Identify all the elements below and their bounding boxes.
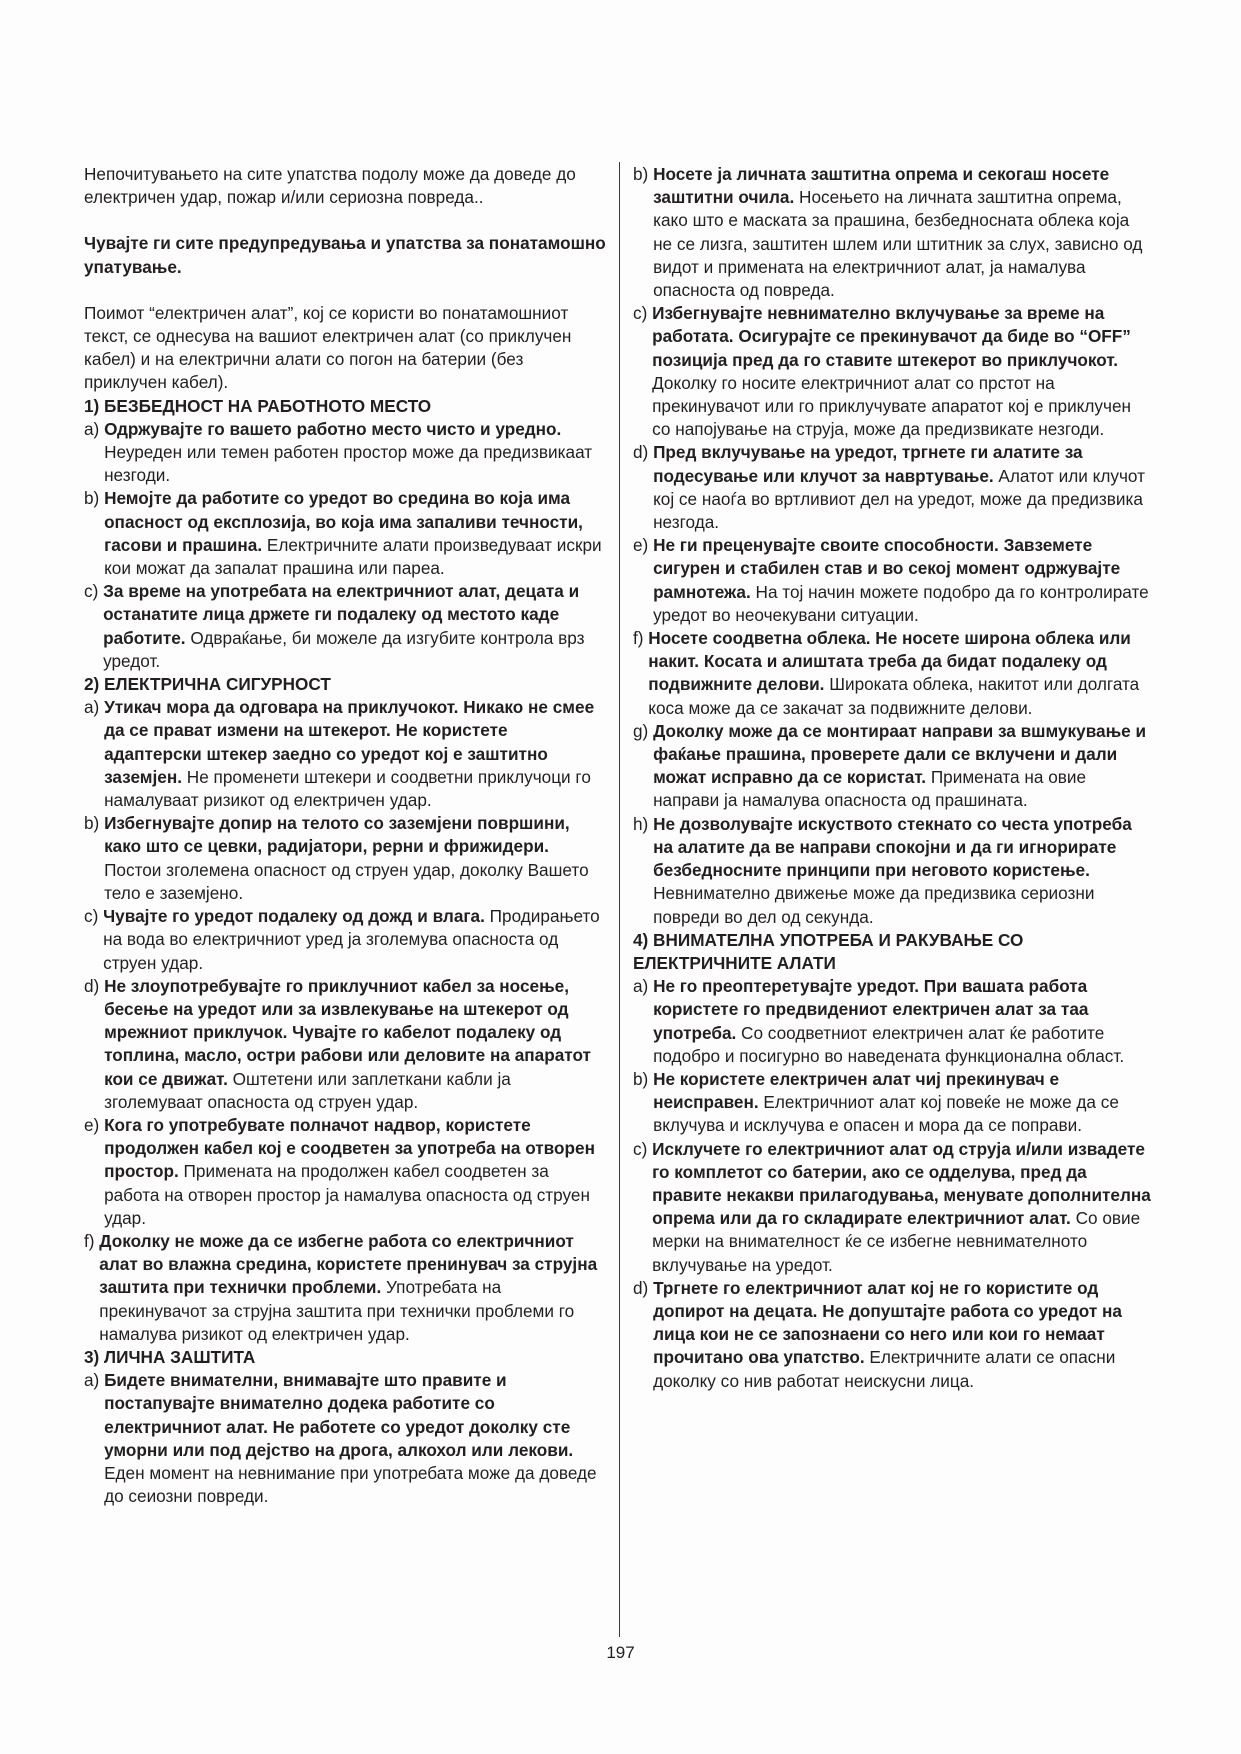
item-emphasis: За време на употребата на електричниот алат, децата и останатите лица држете ги подалеку од местото каде работите. [103, 581, 580, 648]
item-label: c) [84, 581, 104, 602]
item-emphasis: Избегнувајте допир на телото со заземјени површини, како што се цевки, радијатори, рерни и фрижидери. [104, 813, 570, 857]
item-emphasis: Избегнувајте невнимателно вклучување за време на работата. Осигурајте се прекинувачот да биде во “OFF” позиција пред да го ставите штекерот во приклучокот. [652, 303, 1131, 370]
section-heading: 1) БЕЗБЕДНОСТ НА РАБОТНОТО МЕСТО [84, 395, 432, 416]
list-item [633, 1277, 1152, 1393]
item-text: Со овие мерки на внимателност ќе се избегне невнимателното вклучување на уредот. [652, 1208, 1141, 1275]
item-emphasis: Бидете внимателни, внимавајте што правите и постапувајте внимателно додека работите со електричниот алат. Не работете со уредот доколку сте уморни или под дејство на дрога, алкохол или лекови. [104, 1370, 574, 1460]
list-item [84, 487, 608, 580]
section-heading: 4) ВНИМАТЕЛНА УПОТРЕБА И РАКУВАЊЕ СО ЕЛЕКТРИЧНИТЕ АЛАТИ [633, 929, 1024, 973]
item-label: d) [84, 975, 105, 996]
list-item [633, 441, 1152, 534]
item-label: h) [633, 813, 654, 834]
intro-paragraph: Непочитувањето на сите упатства подолу може да доведе до електричен удар, пожар и/или сериозна повреда.. [84, 164, 576, 208]
item-text: Неуреден или темен работен простор може да предизвикаат незгоди. [104, 442, 593, 486]
list-item [84, 696, 608, 812]
list-item [633, 1138, 1152, 1277]
item-label: f) [633, 628, 649, 649]
item-text: Примената на продолжен кабел соодветен за работа на отворен простор ја намалува опасноста од струен удар. [104, 1161, 590, 1228]
list-item [633, 627, 1152, 720]
item-text: Еден момент на невнимание при употребата може да доведе до сеиозни повреди. [104, 1462, 597, 1507]
list-item [633, 813, 1152, 929]
item-label: c) [633, 303, 653, 324]
item-emphasis: Не користете електричен алат чиј прекинувач е неисправен. [653, 1068, 1060, 1113]
item-emphasis: Пред вклучување на уредот, тргнете ги алатите за подесување или клучот за навртување. [653, 442, 1083, 486]
item-label: d) [633, 442, 654, 463]
list-item [633, 720, 1152, 813]
item-label: a) [84, 1370, 105, 1391]
item-emphasis: Немојте да работите со уредот во средина во која има опасност од експлозија, во која има запаливи течности, гасови и прашина. [104, 488, 583, 555]
column-divider [619, 162, 620, 1637]
item-text: На тој начин можете подобро да го контролирате уредот во неочекувани ситуации. [653, 581, 1149, 625]
item-text: Со соодветниот електричен алат ќе работите подобро и посигурно во наведената функционална област. [653, 1022, 1125, 1066]
item-text: Примената на овие направи ја намалува опасноста од прашината. [653, 767, 1087, 811]
item-text: Електричните алати произведуваат искри кои можат да запалат прашина или пареа. [104, 534, 602, 579]
item-text: Електричниот алат кој повеќе не може да се вклучува и исклучува е опасен и мора да се поправи. [653, 1092, 1119, 1136]
list-item [84, 1114, 608, 1230]
list-item [633, 163, 1152, 302]
item-label: b) [84, 488, 105, 509]
list-item [84, 905, 608, 975]
item-label: g) [633, 720, 654, 741]
page-number: 197 [606, 1643, 635, 1662]
item-text: Употребата на прекинувачот за струјна заштита при технички проблеми го намалува ризикот од електричен удар. [99, 1277, 575, 1344]
section-heading: 2) ЕЛЕКТРИЧНА СИГУРНОСТ [84, 674, 331, 695]
item-emphasis: Не злоупотребувајте го приклучниот кабел за носење, бесење на уредот или за извлекување на штекерот од мрежниот приклучок. Чувајте го кабелот подалеку од топлина, масло, остри рабови или деловите на апаратот кои се движат. [104, 975, 591, 1089]
section-heading: 3) ЛИЧНА ЗАШТИТА [84, 1346, 256, 1367]
left-column [84, 163, 608, 1508]
item-emphasis: Кога го употребувате полначот надвор, користете продолжен кабел кој е соодветен за употреба на отворен простор. [104, 1114, 595, 1182]
item-emphasis: Тргнете го електричниот алат кој не го користите од допирот на децата. Не допуштајте работа со уредот на лица кои не се запознаени со него или кои го немаат прочитано ова упатство. [653, 1277, 1122, 1368]
list-item [633, 1068, 1152, 1138]
item-emphasis: Доколку може да се монтираат направи за вшмукување и фаќање прашина, проверете дали се вклучени и дали можат исправно да се користат. [653, 720, 1147, 788]
item-emphasis: Утикач мора да одговара на приклучокот. Никако не смее да се прават измени на штекерот. Не користете адаптерски штекер заедно со уредот кој е заштитно заземјен. [104, 697, 595, 787]
item-text: Невнимателно движење може да предизвика сериозни повреди во дел од секунда. [653, 883, 1095, 927]
item-label: b) [633, 1068, 654, 1089]
item-label: c) [84, 906, 104, 927]
item-emphasis: Чувајте го уредот подалеку од дожд и влага. [103, 906, 485, 927]
item-emphasis: Одржувајте го вашето работно место чисто и уредно. [104, 418, 562, 439]
item-label: a) [84, 418, 105, 439]
list-item [633, 534, 1152, 627]
item-emphasis: Доколку не може да се избегне работа со електричниот алат во влажна средина, користете пренинувач за струјна заштита при технички проблеми. [99, 1230, 598, 1298]
list-item [84, 418, 608, 488]
item-label: b) [84, 813, 105, 834]
item-label: b) [633, 164, 654, 184]
list-item [84, 812, 608, 905]
item-label: e) [84, 1114, 105, 1135]
item-text: Електричните алати се опасни доколку со нив работат неискусни лица. [653, 1347, 1116, 1391]
item-label: a) [84, 697, 105, 718]
item-text: Алатот или клучот кој се наоѓа во вртливиот дел на уредот, може да предизвика незгода. [653, 465, 1145, 533]
list-item [633, 975, 1152, 1068]
list-item [633, 302, 1152, 441]
item-emphasis: Носете соодветна облека. Не носете широна облека или накит. Косата и алиштата треба да бидат подалеку од подвижните делови. [648, 628, 1131, 695]
item-text: Доколку го носите електричниот алат со прстот на прекинувачот или го приклучувате апаратот кој е приклучен со напојување на струја, може да предизвикате незгоди. [652, 372, 1132, 440]
item-text: Не променети штекери и соодветни приклучоци го намалуваат ризикот од електричен удар. [104, 766, 591, 811]
item-label: f) [84, 1230, 100, 1251]
list-item [84, 975, 608, 1114]
list-item [84, 580, 608, 673]
item-text: Одвраќање, би можеле да изгубите контрола врз уредот. [103, 627, 585, 671]
item-text: Широката облека, накитот или долгата коса може да се закачат за подвижните делови. [648, 674, 1140, 718]
item-emphasis: Носете ја личната заштитна опрема и секогаш носете заштитни очила. [653, 164, 1110, 208]
term-definition: Поимот “електричен алат”, кој се користи во понатамошниот текст, се однесува на вашиот електричен алат (со приклучен кабел) и на електрични алати со погон на батерии (без приклучен кабел). [84, 302, 572, 393]
item-emphasis: Исклучете го електричниот алат од струја и/или извадете го комплетот со батерии, ако се одделува, пред да правите некакви прилагодувања, менувате дополнителна опрема или да го складирате електричниот алат. [652, 1138, 1151, 1229]
right-column [633, 163, 1152, 1393]
item-label: d) [633, 1277, 654, 1298]
item-emphasis: Не го преоптеретувајте уредот. При вашата работа користете го предвидениот електричен алат за таа употреба. [653, 976, 1089, 1043]
list-item [84, 1369, 608, 1508]
item-text: Постои зголемена опасност од струен удар, доколку Вашето тело е заземјено. [104, 859, 589, 903]
item-text: Продирањето на вода во електричниот уред ја зголемува опасноста од струен удар. [103, 906, 600, 973]
item-label: e) [633, 535, 654, 556]
item-emphasis: Не ги преценувајте своите способности. Завземете сигурен и стабилен став и во секој момент одржувајте рамнотежа. [653, 535, 1121, 602]
item-label: c) [633, 1138, 653, 1159]
item-text: Оштетени или заплеткани кабли ја зголемуваат опасноста од струен удар. [104, 1068, 511, 1112]
item-text: Носењето на личната заштитна опрема, како што е маската за прашина, безбедносната облека која не се лизга, заштитен шлем или штитник за слух, зависно од видот и примената на електричниот алат, ја намалува опасноста од повреда. [653, 187, 1143, 301]
item-emphasis: Не дозволувајте искуството стекнато со честа употреба на алатите да ве направи спокојни и да ги игнорирате безбедносните принципи при неговото користење. [653, 813, 1132, 881]
item-label: a) [633, 976, 654, 997]
list-item [84, 1230, 608, 1346]
keep-warning: Чувајте ги сите предупредувања и упатства за понатамошно упатување. [84, 233, 606, 277]
